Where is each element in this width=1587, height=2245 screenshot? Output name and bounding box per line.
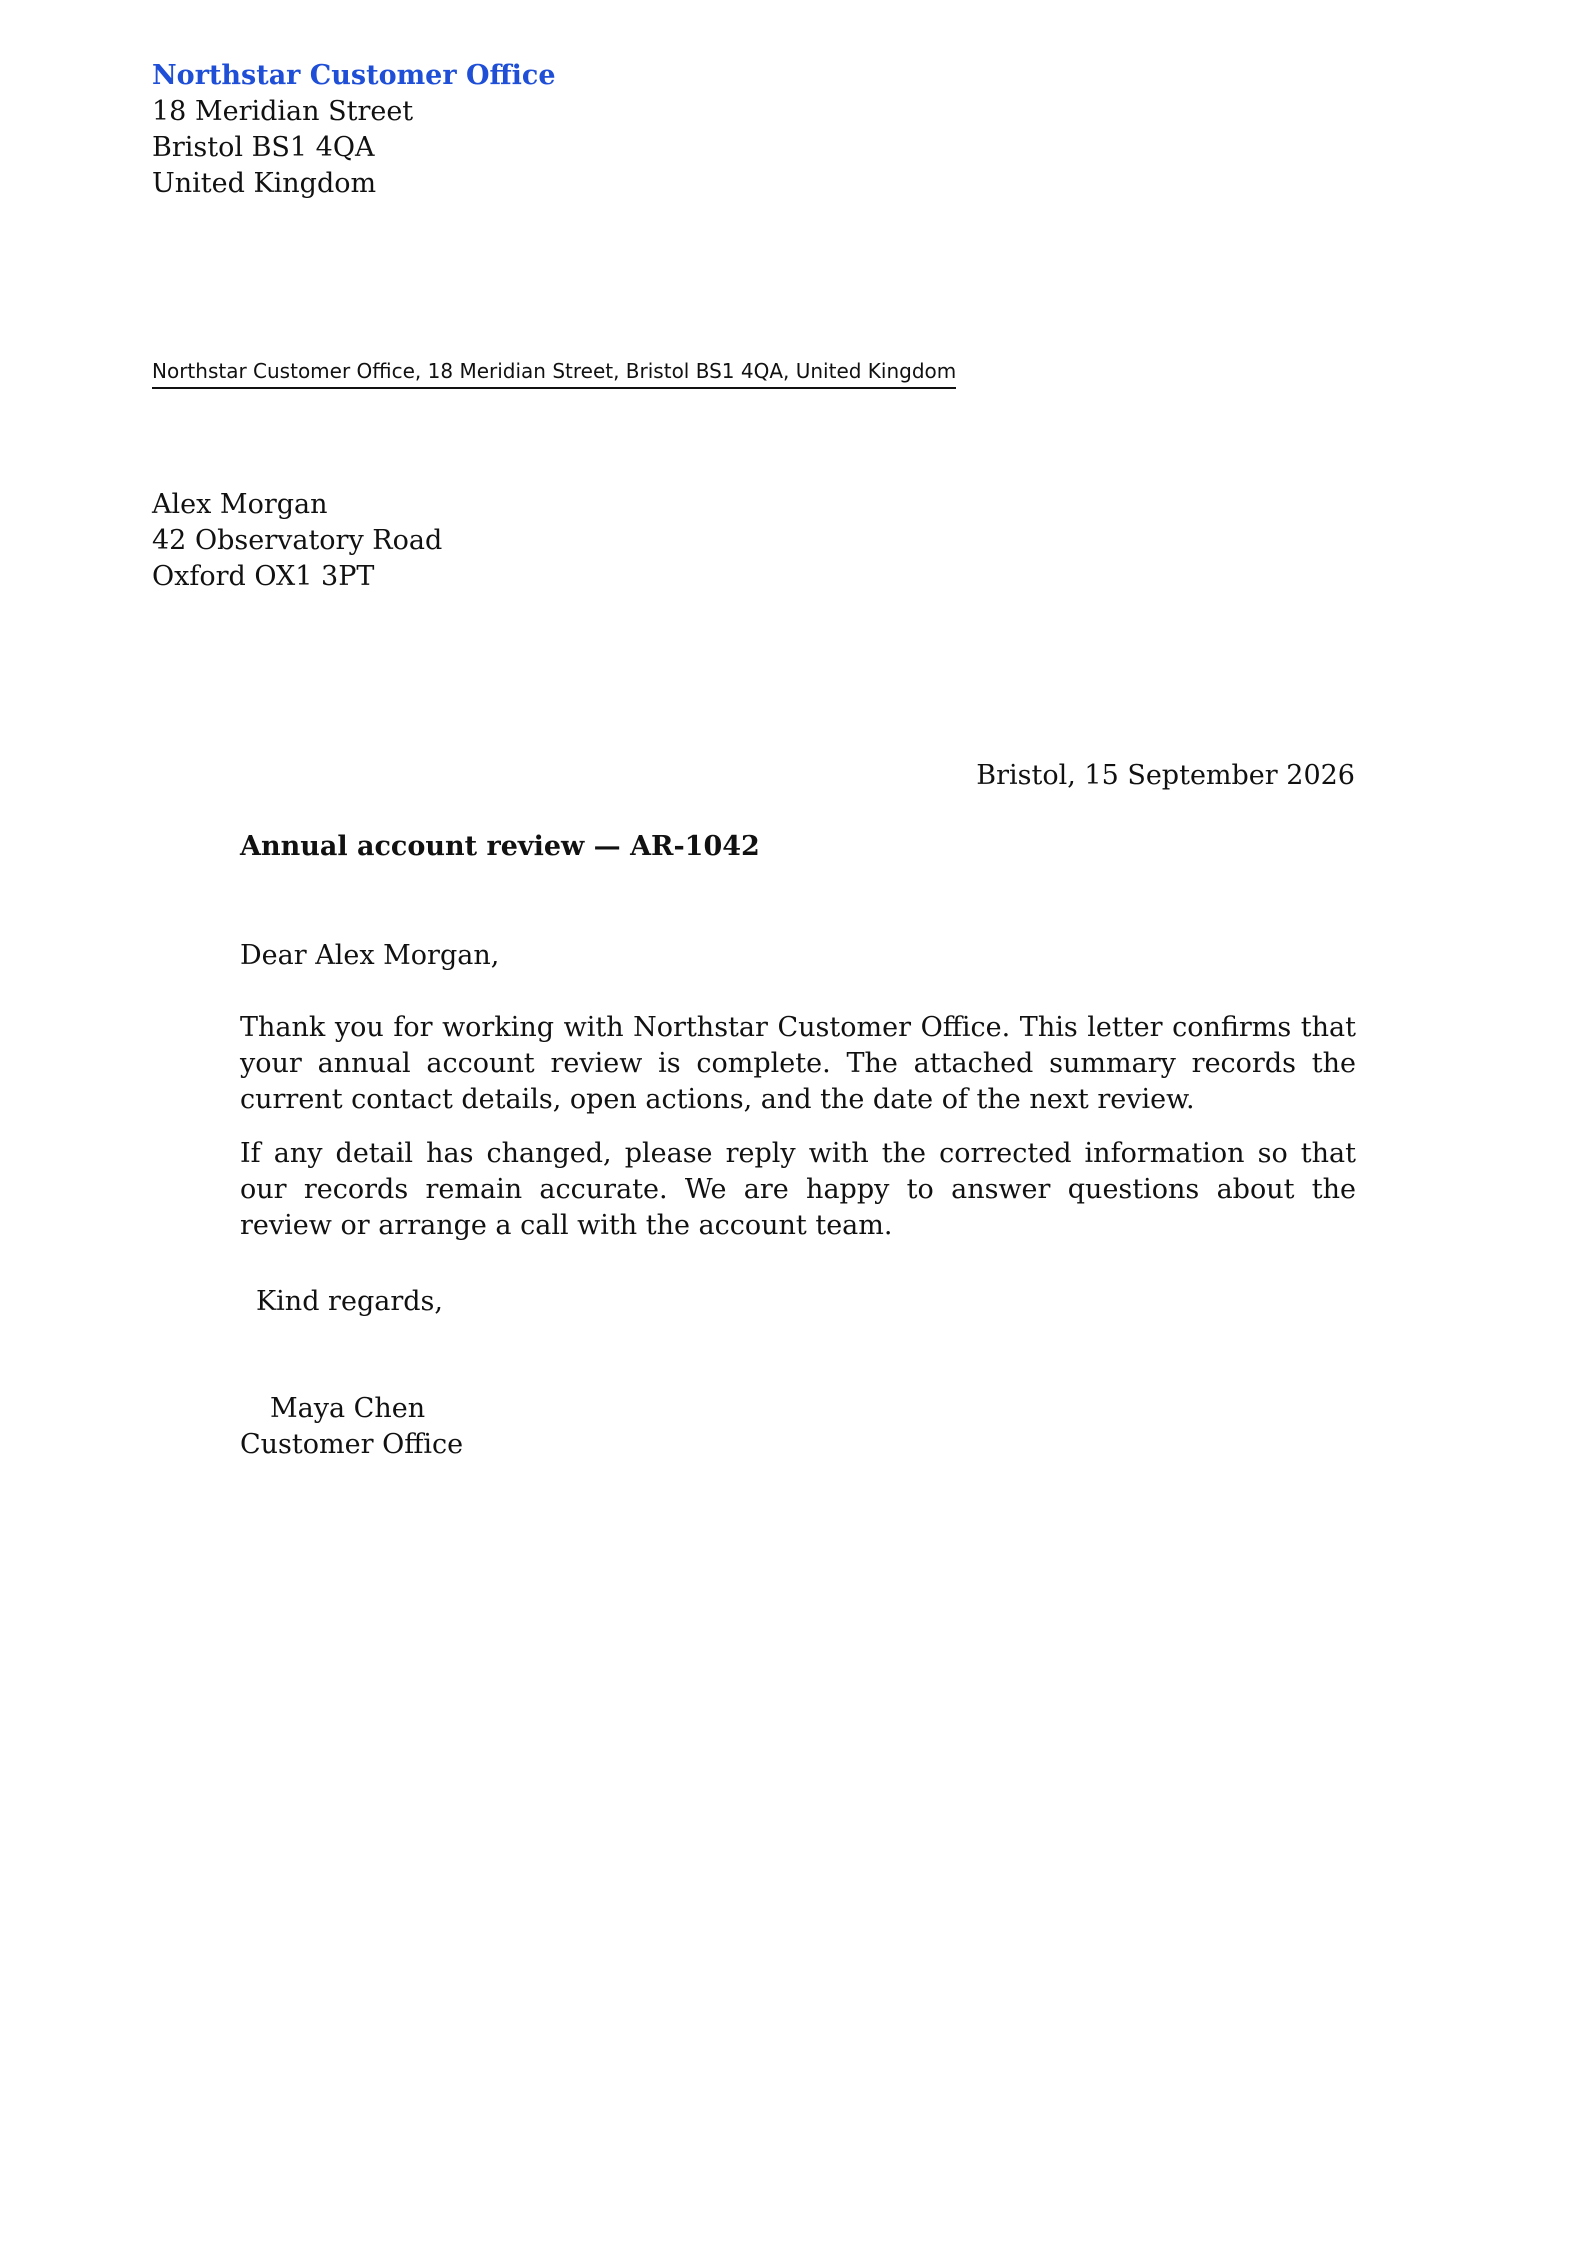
- date-line: Bristol, 15 September 2026: [976, 760, 1355, 791]
- signature-name: Maya Chen: [270, 1393, 426, 1424]
- recipient-address: [152, 487, 442, 595]
- sender-street: 18 Meridian Street: [152, 96, 414, 127]
- signature-block: [240, 1391, 463, 1463]
- subject-line: Annual account review — AR-1042: [240, 831, 760, 862]
- body-paragraph-2: If any detail has changed, please reply with the corrected information so that our records remain accurate. We are happy to answer questions about the review or arrange a call with the account team.: [240, 1138, 1356, 1241]
- sender-address: [152, 58, 556, 202]
- signature-department: Customer Office: [240, 1429, 464, 1460]
- sender-name: Northstar Customer Office: [152, 60, 556, 91]
- letter-body: [240, 938, 1356, 1262]
- return-address-line: Northstar Customer Office, 18 Meridian Street, Bristol BS1 4QA, United Kingdom: [152, 358, 956, 389]
- sender-city: Bristol BS1 4QA: [152, 132, 375, 163]
- sender-country: United Kingdom: [152, 168, 377, 199]
- closing: Kind regards,: [256, 1286, 443, 1317]
- recipient-name: Alex Morgan: [152, 489, 328, 520]
- body-paragraph-1: Thank you for working with Northstar Customer Office. This letter confirms that your annual account review is complete. The attached summary records the current contact details, open actions, and the date of the next review.: [240, 1012, 1356, 1115]
- recipient-street: 42 Observatory Road: [152, 525, 443, 556]
- salutation: Dear Alex Morgan,: [240, 940, 500, 971]
- recipient-city: Oxford OX1 3PT: [152, 561, 375, 592]
